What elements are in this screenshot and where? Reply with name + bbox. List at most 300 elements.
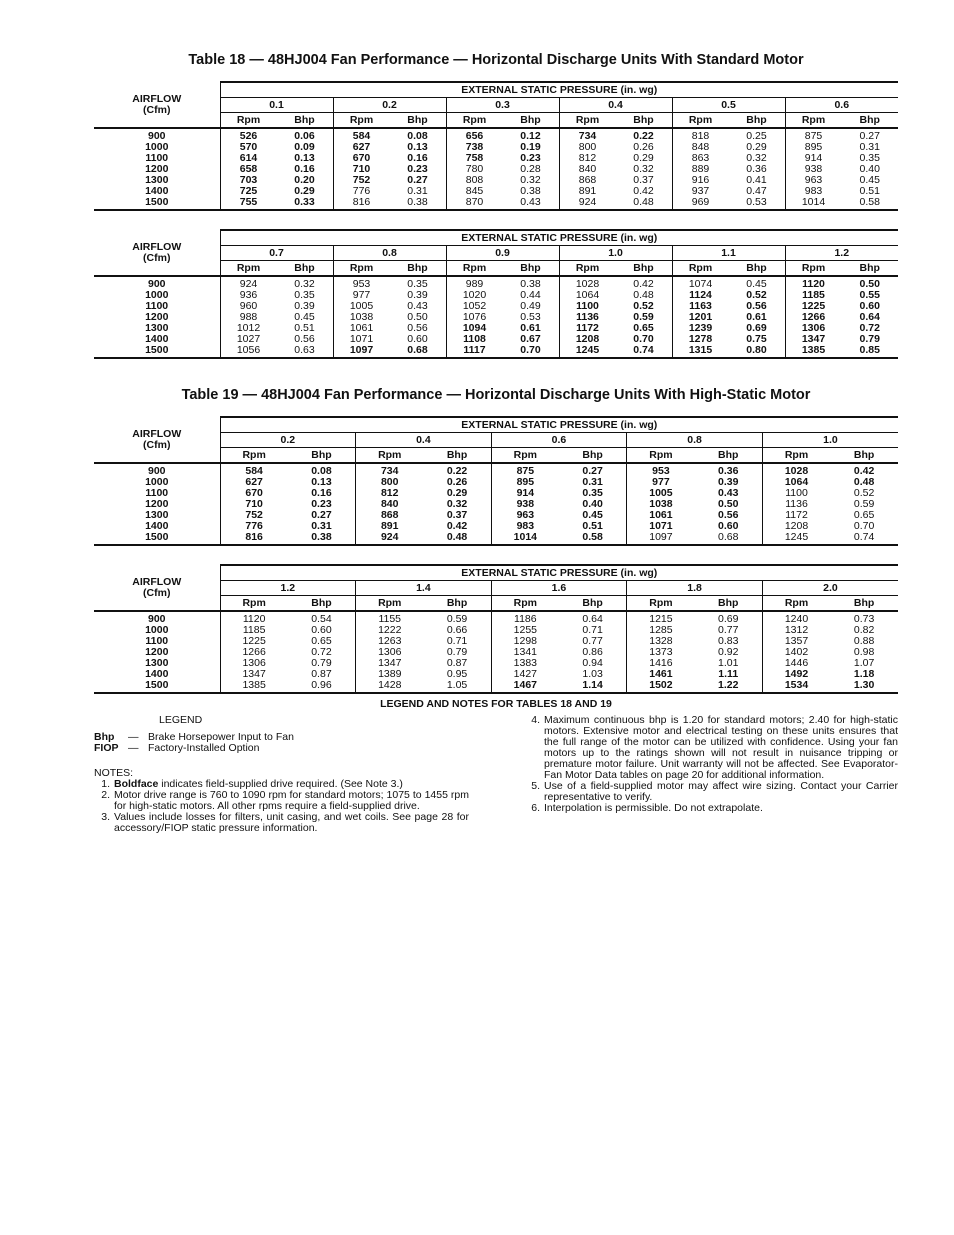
- airflow-value: 1500: [94, 680, 220, 693]
- rpm-value: 1240: [762, 611, 830, 625]
- airflow-value: 1200: [145, 163, 169, 175]
- airflow-label: AIRFLOW: [132, 240, 182, 253]
- rpm-value: 1245: [762, 532, 830, 545]
- airflow-unit: (Cfm): [143, 438, 171, 451]
- bhp-value: 0.71: [446, 635, 468, 647]
- rpm-value: 1492: [762, 669, 830, 680]
- rpm-value: 875: [785, 128, 842, 142]
- rpm-value: 1306: [785, 323, 842, 334]
- rpm-header: Rpm: [220, 448, 288, 464]
- bhp-value: 0.77: [718, 624, 739, 636]
- rpm-value: 924: [559, 197, 616, 210]
- rpm-value: 1278: [672, 334, 729, 345]
- bhp-value: 0.87: [311, 668, 332, 680]
- bhp-value: 0.47: [746, 185, 767, 197]
- bhp-value: 0.27: [311, 509, 332, 521]
- bhp-value: 1.14: [559, 680, 627, 693]
- rpm-header: Rpm: [762, 448, 830, 464]
- pressure-column-header: 1.4: [356, 581, 492, 596]
- notes-list-right: [527, 715, 898, 814]
- rpm-value: 627: [333, 142, 390, 153]
- bhp-value: 1.22: [695, 680, 763, 693]
- bhp-value: 0.16: [294, 163, 315, 175]
- bhp-value: 0.23: [407, 163, 428, 175]
- rpm-value: 1097: [627, 532, 695, 545]
- airflow-value: 900: [147, 130, 166, 142]
- bhp-value: 0.86: [582, 646, 603, 658]
- bhp-value: 0.43: [503, 197, 560, 210]
- note-item: [94, 812, 469, 834]
- rpm-value: 1108: [446, 334, 503, 345]
- note-item: [527, 781, 898, 803]
- rpm-value: 1383: [491, 658, 559, 669]
- bhp-value: 0.72: [859, 322, 880, 334]
- rpm-header: Rpm: [356, 448, 424, 464]
- bhp-value: 0.13: [407, 141, 428, 153]
- rpm-value: 1298: [491, 636, 559, 647]
- pressure-column-header: 1.8: [627, 581, 763, 596]
- legend-abbreviation: Bhp: [94, 731, 115, 743]
- bhp-value: 0.70: [503, 345, 560, 358]
- bhp-value: 1.05: [423, 680, 491, 693]
- bhp-value: 0.16: [311, 487, 332, 499]
- bhp-value: 0.22: [446, 465, 468, 477]
- bhp-value: 0.29: [746, 141, 767, 153]
- bhp-value: 0.33: [277, 197, 334, 210]
- rpm-header: Rpm: [220, 113, 277, 129]
- rpm-value: 1428: [356, 680, 424, 693]
- airflow-value: 1000: [145, 289, 169, 301]
- rpm-value: 800: [559, 142, 616, 153]
- rpm-header: Rpm: [220, 261, 277, 277]
- rpm-value: 1208: [762, 521, 830, 532]
- bhp-value: 0.56: [718, 509, 739, 521]
- rpm-header: Rpm: [627, 448, 695, 464]
- bhp-value: 0.94: [582, 657, 603, 669]
- bhp-value: 0.92: [718, 646, 739, 658]
- bhp-value: 0.52: [633, 300, 654, 312]
- rpm-value: 840: [356, 499, 424, 510]
- table-row: [94, 290, 898, 301]
- bhp-value: 0.68: [695, 532, 763, 545]
- bhp-value: 0.39: [294, 300, 315, 312]
- rpm-value: 924: [220, 276, 277, 290]
- rpm-value: 1124: [672, 290, 729, 301]
- bhp-header: Bhp: [695, 596, 763, 612]
- rpm-value: 1155: [356, 611, 424, 625]
- bhp-value: 0.45: [859, 174, 880, 186]
- bhp-value: 0.85: [842, 345, 899, 358]
- airflow-unit: (Cfm): [143, 251, 171, 264]
- rpm-value: 808: [446, 175, 503, 186]
- bhp-value: 0.98: [853, 646, 875, 658]
- rpm-value: 895: [491, 477, 559, 488]
- rpm-value: 895: [785, 142, 842, 153]
- bhp-value: 1.18: [853, 668, 875, 680]
- bhp-value: 0.60: [718, 520, 739, 532]
- rpm-value: 734: [356, 463, 424, 477]
- bhp-value: 0.45: [746, 278, 767, 290]
- bhp-header: Bhp: [423, 596, 491, 612]
- airflow-value: 1400: [145, 668, 169, 680]
- rpm-value: 526: [220, 128, 277, 142]
- airflow-value: 1400: [145, 185, 169, 197]
- bhp-value: 0.38: [520, 185, 541, 197]
- rpm-value: 752: [220, 510, 288, 521]
- table-row: [94, 680, 898, 693]
- airflow-unit: (Cfm): [143, 586, 171, 599]
- rpm-value: 1255: [491, 625, 559, 636]
- rpm-value: 875: [491, 463, 559, 477]
- rpm-value: 938: [491, 499, 559, 510]
- pressure-column-header: 0.1: [220, 98, 333, 113]
- external-static-pressure-header: EXTERNAL STATIC PRESSURE (in. wg): [220, 565, 898, 581]
- bhp-header: Bhp: [559, 448, 627, 464]
- rpm-value: 848: [672, 142, 729, 153]
- rpm-value: 1014: [785, 197, 842, 210]
- pressure-column-header: 1.6: [491, 581, 627, 596]
- rpm-header: Rpm: [762, 596, 830, 612]
- rpm-value: 1201: [672, 312, 729, 323]
- bhp-header: Bhp: [390, 261, 447, 277]
- airflow-header: [94, 230, 220, 276]
- rpm-value: 710: [220, 499, 288, 510]
- table-row: [94, 128, 898, 142]
- pressure-column-header: 1.0: [762, 433, 898, 448]
- note-number: 2.: [101, 789, 110, 801]
- bhp-header: Bhp: [288, 596, 356, 612]
- rpm-value: 1100: [559, 301, 616, 312]
- bhp-value: 0.64: [859, 311, 880, 323]
- rpm-value: 1163: [672, 301, 729, 312]
- rpm-value: 1071: [333, 334, 390, 345]
- note-1-text: indicates field-supplied drive required. (See Note 3.): [158, 778, 403, 790]
- airflow-value: 1200: [145, 498, 169, 510]
- bhp-value: 0.13: [294, 152, 315, 164]
- airflow-value: 1500: [94, 345, 220, 358]
- table-row: [94, 611, 898, 625]
- rpm-value: 780: [446, 164, 503, 175]
- bhp-value: 0.58: [842, 197, 899, 210]
- airflow-value: 1200: [145, 646, 169, 658]
- bhp-value: 0.65: [311, 635, 332, 647]
- bhp-value: 0.64: [582, 613, 603, 625]
- bhp-value: 0.16: [407, 152, 428, 164]
- rpm-value: 1028: [559, 276, 616, 290]
- bhp-value: 0.55: [859, 289, 880, 301]
- airflow-value: 1500: [94, 197, 220, 210]
- rpm-value: 738: [446, 142, 503, 153]
- bhp-value: 0.48: [853, 476, 875, 488]
- airflow-unit: (Cfm): [143, 103, 171, 116]
- bhp-value: 0.35: [294, 289, 315, 301]
- rpm-value: 1052: [446, 301, 503, 312]
- legend-item: [94, 743, 469, 754]
- bhp-value: 0.38: [520, 278, 541, 290]
- bhp-header: Bhp: [503, 261, 560, 277]
- rpm-value: 1446: [762, 658, 830, 669]
- rpm-value: 1266: [220, 647, 288, 658]
- note-item: [527, 715, 898, 781]
- bhp-value: 0.42: [853, 465, 875, 477]
- bhp-value: 0.60: [407, 333, 428, 345]
- rpm-value: 1315: [672, 345, 729, 358]
- pressure-column-header: 0.7: [220, 246, 333, 261]
- bhp-value: 0.32: [446, 498, 468, 510]
- rpm-value: 1061: [627, 510, 695, 521]
- bhp-value: 0.72: [311, 646, 332, 658]
- rpm-value: 960: [220, 301, 277, 312]
- airflow-value: 1400: [145, 333, 169, 345]
- bhp-value: 1.07: [853, 657, 875, 669]
- rpm-value: 1076: [446, 312, 503, 323]
- table-row: [94, 510, 898, 521]
- bhp-value: 0.31: [582, 476, 603, 488]
- rpm-value: 1038: [627, 499, 695, 510]
- rpm-value: 983: [785, 186, 842, 197]
- pressure-column-header: 0.4: [356, 433, 492, 448]
- table-row: [94, 323, 898, 334]
- bhp-value: 0.32: [746, 152, 767, 164]
- bhp-header: Bhp: [277, 113, 334, 129]
- pressure-column-header: 0.2: [220, 433, 356, 448]
- rpm-value: 1120: [785, 276, 842, 290]
- rpm-header: Rpm: [491, 596, 559, 612]
- rpm-value: 1064: [559, 290, 616, 301]
- rpm-value: 1245: [559, 345, 616, 358]
- bhp-header: Bhp: [390, 113, 447, 129]
- rpm-value: 1402: [762, 647, 830, 658]
- rpm-value: 1020: [446, 290, 503, 301]
- rpm-value: 1185: [220, 625, 288, 636]
- bhp-value: 0.65: [853, 509, 875, 521]
- rpm-value: 1056: [220, 345, 277, 358]
- rpm-value: 752: [333, 175, 390, 186]
- airflow-value: 1100: [145, 635, 169, 647]
- bhp-value: 0.27: [859, 130, 880, 142]
- table-row: [94, 186, 898, 197]
- airflow-header: [94, 417, 220, 463]
- table-row: [94, 658, 898, 669]
- table-row: [94, 345, 898, 358]
- bhp-value: 0.59: [633, 311, 654, 323]
- bhp-value: 0.69: [718, 613, 739, 625]
- bhp-value: 0.83: [718, 635, 739, 647]
- bhp-value: 0.74: [616, 345, 673, 358]
- rpm-value: 1461: [627, 669, 695, 680]
- bhp-value: 0.39: [407, 289, 428, 301]
- rpm-header: Rpm: [333, 113, 390, 129]
- note-boldface-word: Boldface: [114, 778, 159, 790]
- table-row: [94, 153, 898, 164]
- bhp-value: 0.31: [311, 520, 332, 532]
- rpm-value: 800: [356, 477, 424, 488]
- rpm-value: 725: [220, 186, 277, 197]
- bhp-value: 0.48: [633, 289, 654, 301]
- rpm-value: 953: [627, 463, 695, 477]
- note-text: Use of a field-supplied motor may affect wire sizing. Contact your Carrier representative to verify.: [544, 780, 898, 803]
- rpm-value: 1136: [559, 312, 616, 323]
- airflow-value: 1000: [145, 141, 169, 153]
- bhp-value: 0.71: [582, 624, 603, 636]
- pressure-column-header: 2.0: [762, 581, 898, 596]
- notes-list-left: [94, 790, 469, 834]
- airflow-value: 1000: [145, 624, 169, 636]
- bhp-value: 0.37: [633, 174, 654, 186]
- bhp-value: 0.23: [311, 498, 332, 510]
- bhp-value: 0.23: [520, 152, 541, 164]
- bhp-value: 0.58: [559, 532, 627, 545]
- rpm-header: Rpm: [672, 261, 729, 277]
- rpm-value: 1341: [491, 647, 559, 658]
- rpm-value: 1427: [491, 669, 559, 680]
- bhp-value: 0.42: [633, 185, 654, 197]
- rpm-value: 656: [446, 128, 503, 142]
- note-text: Interpolation is permissible. Do not extrapolate.: [544, 802, 763, 814]
- rpm-value: 938: [785, 164, 842, 175]
- rpm-value: 937: [672, 186, 729, 197]
- table-row: [94, 499, 898, 510]
- rpm-value: 977: [333, 290, 390, 301]
- bhp-value: 0.44: [520, 289, 541, 301]
- bhp-header: Bhp: [729, 261, 786, 277]
- rpm-value: 1373: [627, 647, 695, 658]
- bhp-value: 0.74: [830, 532, 898, 545]
- rpm-value: 758: [446, 153, 503, 164]
- rpm-value: 1117: [446, 345, 503, 358]
- bhp-value: 0.28: [520, 163, 541, 175]
- rpm-value: 936: [220, 290, 277, 301]
- rpm-value: 1186: [491, 611, 559, 625]
- bhp-value: 0.50: [859, 278, 880, 290]
- rpm-value: 584: [333, 128, 390, 142]
- rpm-header: Rpm: [559, 261, 616, 277]
- bhp-value: 0.77: [582, 635, 603, 647]
- rpm-value: 977: [627, 477, 695, 488]
- bhp-value: 0.51: [582, 520, 603, 532]
- rpm-value: 816: [333, 197, 390, 210]
- bhp-value: 1.11: [718, 668, 739, 680]
- note-text: Values include losses for filters, unit casing, and wet coils. See page 28 for accessory/FIOP static pressure information.: [114, 811, 469, 834]
- bhp-value: 0.35: [407, 278, 428, 290]
- bhp-value: 0.39: [718, 476, 739, 488]
- rpm-value: 1502: [627, 680, 695, 693]
- airflow-value: 1100: [145, 152, 169, 164]
- rpm-value: 868: [559, 175, 616, 186]
- rpm-value: 914: [491, 488, 559, 499]
- pressure-column-header: 0.4: [559, 98, 672, 113]
- bhp-header: Bhp: [503, 113, 560, 129]
- legend-notes-title: LEGEND AND NOTES FOR TABLES 18 AND 19: [380, 698, 612, 710]
- rpm-value: 755: [220, 197, 277, 210]
- airflow-value: 1100: [145, 487, 169, 499]
- airflow-header: [94, 565, 220, 611]
- bhp-value: 0.29: [446, 487, 468, 499]
- rpm-header: Rpm: [446, 113, 503, 129]
- rpm-value: 863: [672, 153, 729, 164]
- bhp-header: Bhp: [277, 261, 334, 277]
- airflow-value: 900: [147, 613, 166, 625]
- bhp-value: 0.88: [853, 635, 875, 647]
- table-row: [94, 625, 898, 636]
- bhp-value: 0.68: [390, 345, 447, 358]
- note-text: Maximum continuous bhp is 1.20 for standard motors; 2.40 for high-static motors. Extensive motor and electrical testing on these units ensures that the full range of the motor can be utilized with confidence. Using your fan motors up to the ratings shown will not result in nuisance tripping or premature motor failure. Unit warranty will not be affected. See Evaporator-Fan Motor Data tables on page 20 for additional information.: [544, 714, 898, 781]
- bhp-header: Bhp: [842, 113, 899, 129]
- table-row: [94, 647, 898, 658]
- bhp-value: 0.80: [729, 345, 786, 358]
- table-18-title: Table 18 — 48HJ004 Fan Performance — Horizontal Discharge Units With Standard Motor: [188, 52, 804, 68]
- rpm-value: 670: [333, 153, 390, 164]
- table-row: [94, 276, 898, 290]
- rpm-value: 963: [491, 510, 559, 521]
- table-row: [94, 636, 898, 647]
- rpm-value: 1172: [762, 510, 830, 521]
- rpm-value: 670: [220, 488, 288, 499]
- bhp-value: 0.49: [520, 300, 541, 312]
- rpm-value: 818: [672, 128, 729, 142]
- airflow-value: 900: [147, 465, 166, 477]
- bhp-value: 0.27: [582, 465, 603, 477]
- bhp-value: 0.51: [294, 322, 315, 334]
- bhp-value: 0.50: [407, 311, 428, 323]
- rpm-value: 1416: [627, 658, 695, 669]
- rpm-header: Rpm: [672, 113, 729, 129]
- bhp-value: 0.22: [633, 130, 654, 142]
- bhp-value: 0.70: [853, 520, 875, 532]
- rpm-value: 989: [446, 276, 503, 290]
- bhp-value: 0.56: [294, 333, 315, 345]
- bhp-value: 0.40: [582, 498, 603, 510]
- rpm-value: 776: [333, 186, 390, 197]
- bhp-value: 0.32: [520, 174, 541, 186]
- rpm-header: Rpm: [785, 261, 842, 277]
- bhp-value: 0.36: [746, 163, 767, 175]
- bhp-value: 0.38: [288, 532, 356, 545]
- rpm-value: 845: [446, 186, 503, 197]
- rpm-value: 1215: [627, 611, 695, 625]
- bhp-header: Bhp: [729, 113, 786, 129]
- bhp-value: 0.13: [311, 476, 332, 488]
- bhp-value: 0.59: [853, 498, 875, 510]
- rpm-value: 889: [672, 164, 729, 175]
- bhp-value: 0.45: [582, 509, 603, 521]
- pressure-column-header: 0.3: [446, 98, 559, 113]
- note-number: 4.: [531, 714, 540, 726]
- external-static-pressure-header: EXTERNAL STATIC PRESSURE (in. wg): [220, 82, 898, 98]
- rpm-value: 1467: [491, 680, 559, 693]
- bhp-value: 0.87: [446, 657, 468, 669]
- bhp-value: 0.38: [390, 197, 447, 210]
- bhp-value: 0.31: [407, 185, 428, 197]
- bhp-value: 0.95: [446, 668, 468, 680]
- bhp-value: 0.27: [407, 174, 428, 186]
- table-row: [94, 334, 898, 345]
- bhp-value: 0.96: [288, 680, 356, 693]
- airflow-value: 1000: [145, 476, 169, 488]
- rpm-value: 812: [559, 153, 616, 164]
- legend-definition: Factory-Installed Option: [148, 742, 260, 754]
- rpm-value: 1312: [762, 625, 830, 636]
- bhp-value: 0.26: [446, 476, 468, 488]
- bhp-value: 1.01: [718, 657, 739, 669]
- bhp-value: 0.26: [633, 141, 654, 153]
- bhp-value: 0.69: [746, 322, 767, 334]
- bhp-value: 0.48: [423, 532, 491, 545]
- rpm-value: 891: [559, 186, 616, 197]
- bhp-value: 0.60: [311, 624, 332, 636]
- rpm-header: Rpm: [627, 596, 695, 612]
- bhp-value: 0.08: [407, 130, 428, 142]
